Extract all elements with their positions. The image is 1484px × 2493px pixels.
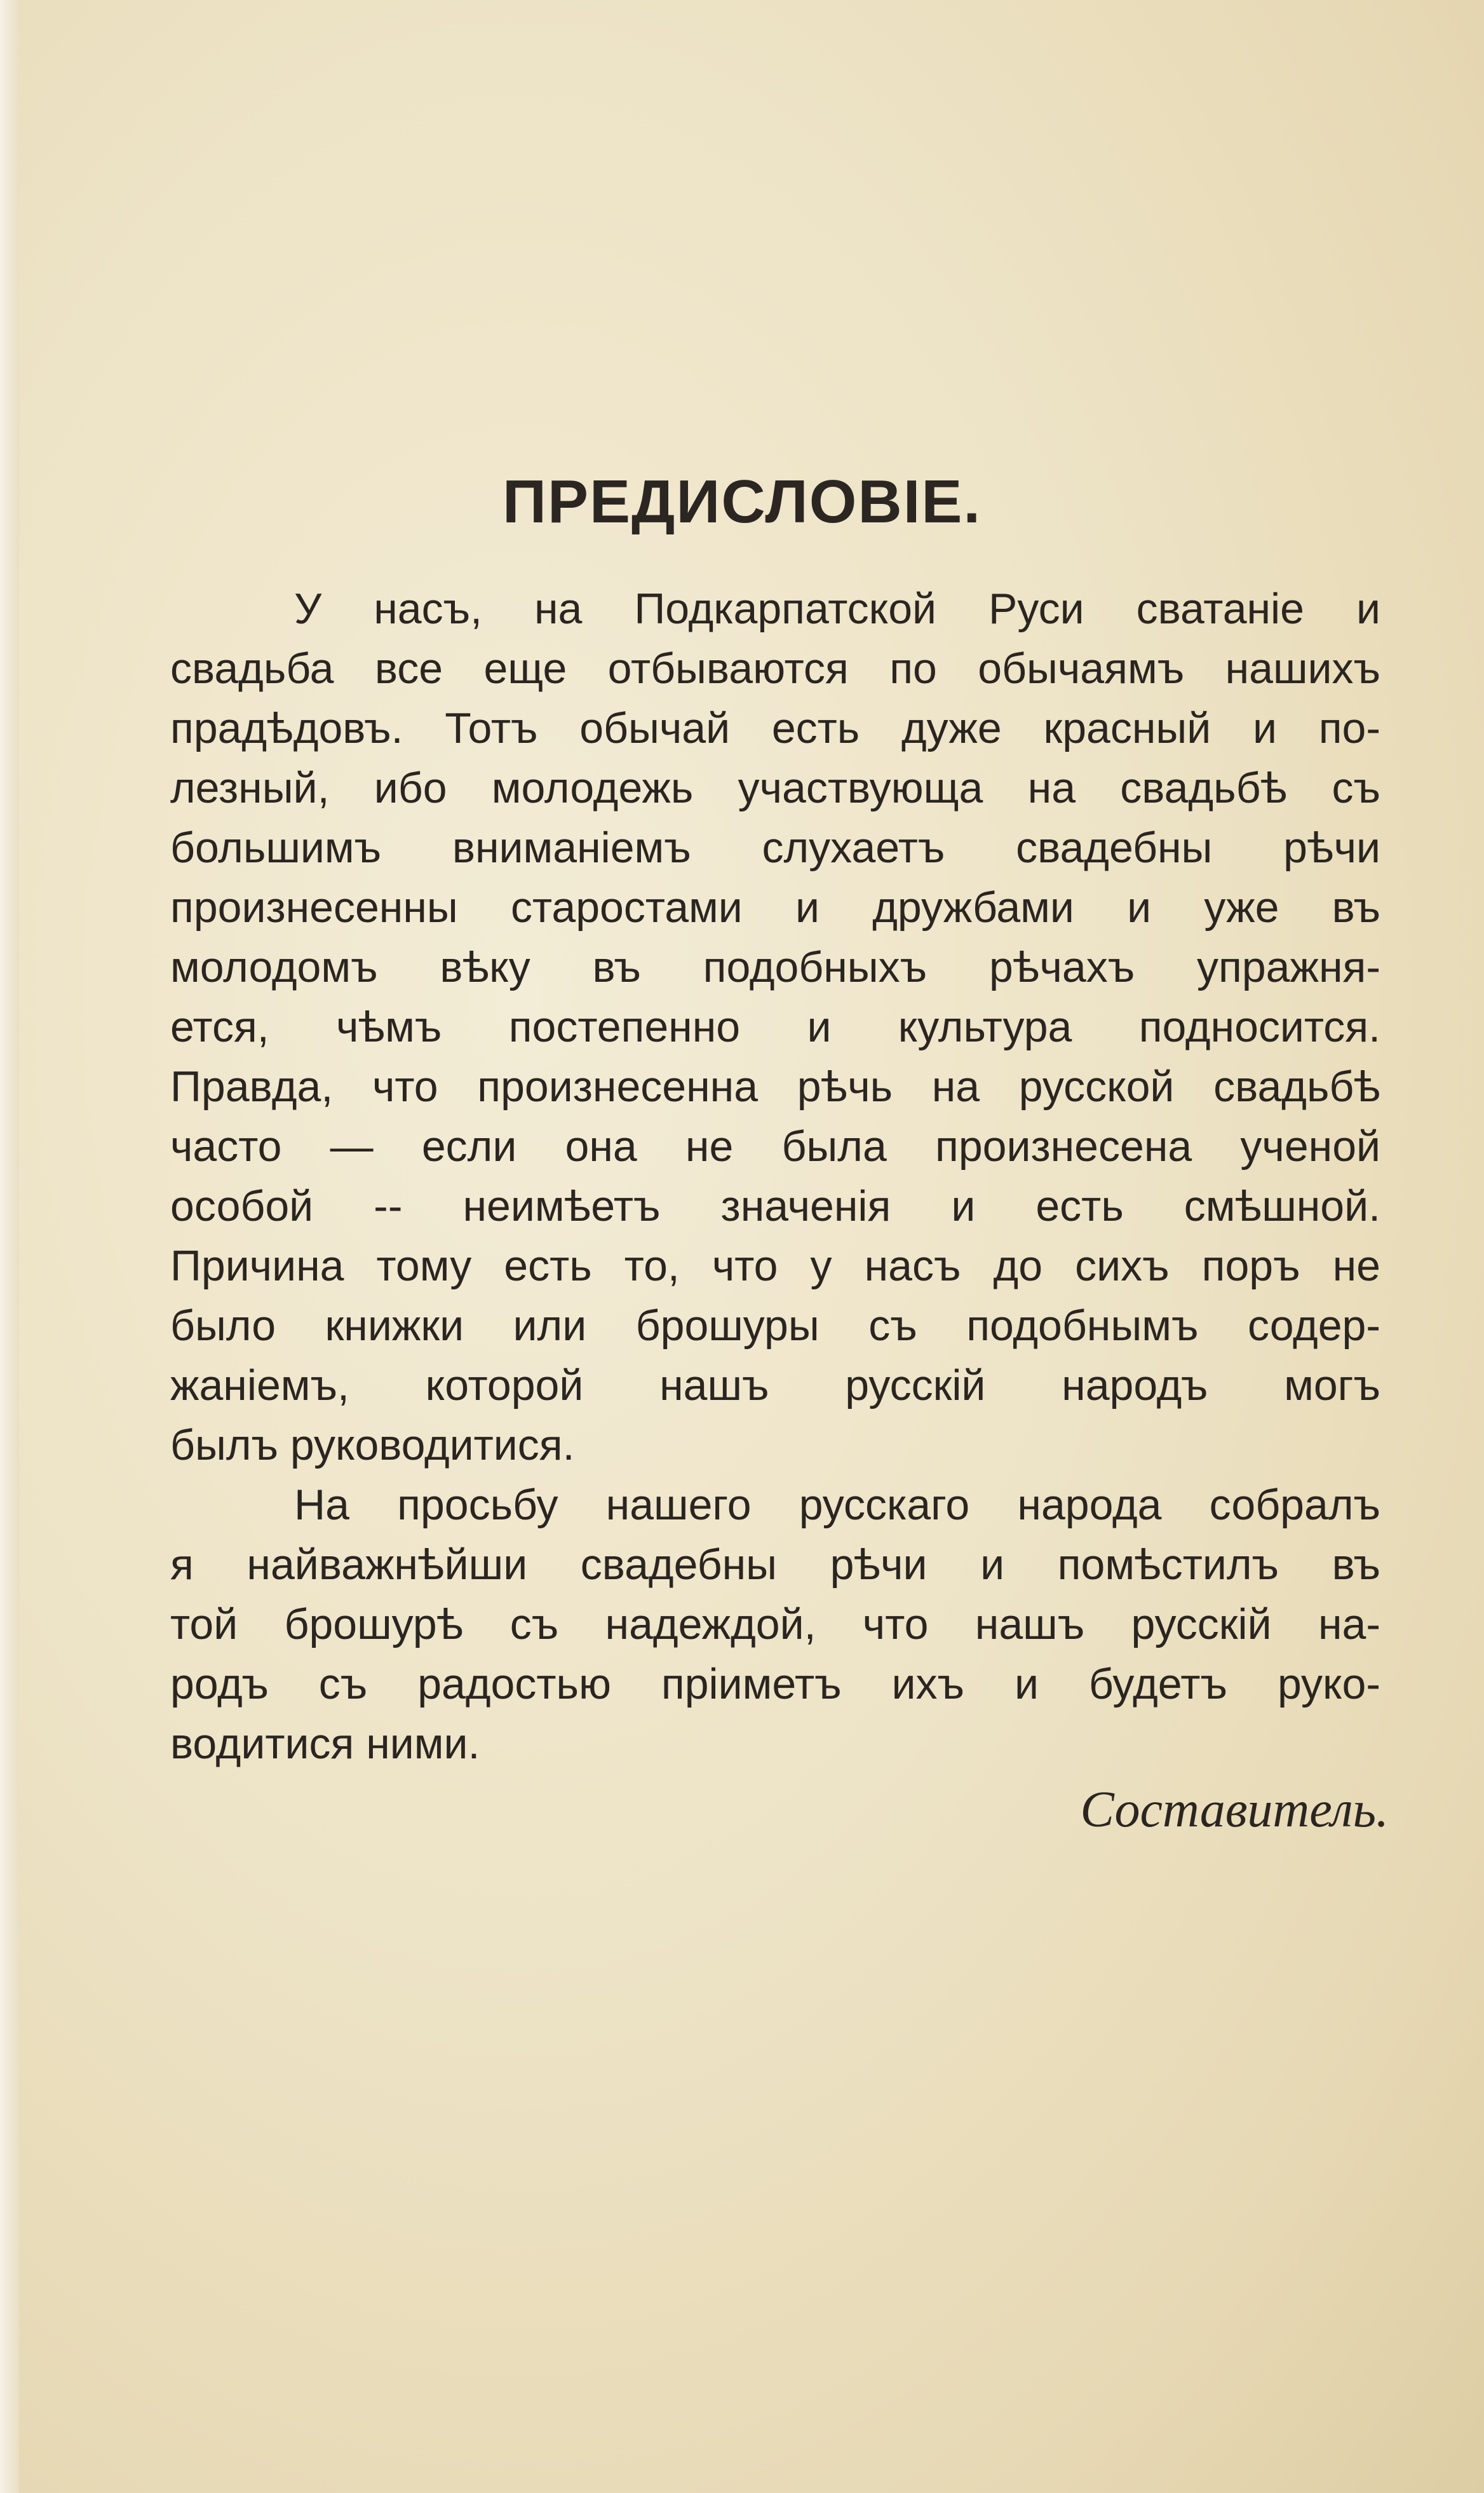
text-line: произнесенны старостами и дружбами и уже въ [170, 883, 1380, 932]
text-line: свадьба все еще отбываются по обычаямъ нашихъ [170, 644, 1380, 693]
text-line: молодомъ вѣку въ подобныхъ рѣчахъ упражня- [170, 943, 1380, 991]
text-line: ется, чѣмъ постепенно и культура подносится. [170, 1003, 1380, 1051]
text-line: былъ руководитися. [170, 1421, 575, 1469]
text-line: лезный, ибо молодежь участвующа на свадьбѣ съ [170, 764, 1380, 812]
text-line: было книжки или брошуры съ подобнымъ содер- [170, 1301, 1380, 1350]
text-line: родъ съ радостью пріиметъ ихъ и будетъ руко- [170, 1660, 1380, 1708]
page-edge [0, 0, 19, 2493]
text-line: жаніемъ, которой нашъ русскій народъ могъ [170, 1361, 1380, 1410]
text-line: большимъ вниманіемъ слухаетъ свадебны рѣчи [170, 824, 1380, 872]
paragraph-1 [170, 579, 1380, 1475]
text-line: особой -- неимѣетъ значенія и есть смѣшной. [170, 1182, 1380, 1230]
text-line: водитися ними. [170, 1720, 480, 1768]
text-line: прадѣдовъ. Тотъ обычай есть дуже красный и по- [170, 704, 1380, 752]
text-line: часто — если она не была произнесена ученой [170, 1122, 1380, 1171]
text-line: На просьбу нашего русскаго народа собралъ [294, 1481, 1380, 1529]
page-title: ПРЕДИСЛОВІЕ. [502, 468, 982, 536]
text-line: той брошурѣ съ надеждой, что нашъ русскій на- [170, 1600, 1380, 1648]
text-line: Правда, что произнесенна рѣчь на русской свадьбѣ [170, 1063, 1380, 1111]
signature: Составитель. [1080, 1782, 1389, 1838]
text-line: я найважнѣйши свадебны рѣчи и помѣстилъ въ [170, 1540, 1380, 1589]
text-line: У насъ, на Подкарпатской Руси сватаніе и [294, 585, 1380, 633]
text-line: Причина тому есть то, что у насъ до сихъ поръ не [170, 1242, 1380, 1290]
preface-body [170, 579, 1380, 1774]
paragraph-2 [170, 1475, 1380, 1774]
